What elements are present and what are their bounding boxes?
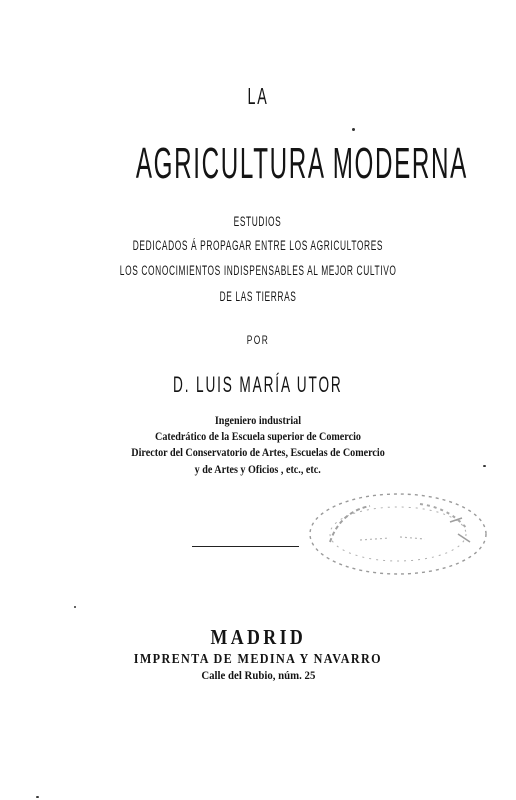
credential-line: Ingeniero industrial [214,415,302,427]
ink-speck [36,796,39,798]
by-label: POR [246,333,270,347]
imprint-address: Calle del Rubio, núm. 25 [200,668,316,682]
title-article: LA [247,83,269,109]
credential-line: Director del Conservatorio de Artes, Escuelas de Comercio [131,447,385,459]
ink-speck [483,465,486,467]
subtitle-line-4: DE LAS TIERRAS [219,289,297,304]
author-name: D. LUIS MARÍA UTOR [173,372,343,397]
subtitle-line-2: DEDICADOS Á PROPAGAR ENTRE LOS AGRICULTORES [132,238,384,253]
divider-rule [192,546,299,547]
imprint-city: MADRID [210,625,306,649]
imprint-printer: IMPRENTA DE MEDINA Y NAVARRO [133,651,383,666]
credential-line: y de Artes y Oficios , etc., etc. [194,464,322,476]
ink-speck [74,606,76,608]
ink-speck [352,128,355,131]
main-title: AGRICULTURA MODERNA [135,139,468,188]
subtitle-line-3: LOS CONOCIMIENTOS INDISPENSABLES AL MEJOR CULTIVO [119,263,397,278]
library-stamp [300,482,490,582]
subtitle-line-1: ESTUDIOS [234,214,282,229]
credential-line: Catedrático de la Escuela superior de Comercio [155,431,361,443]
